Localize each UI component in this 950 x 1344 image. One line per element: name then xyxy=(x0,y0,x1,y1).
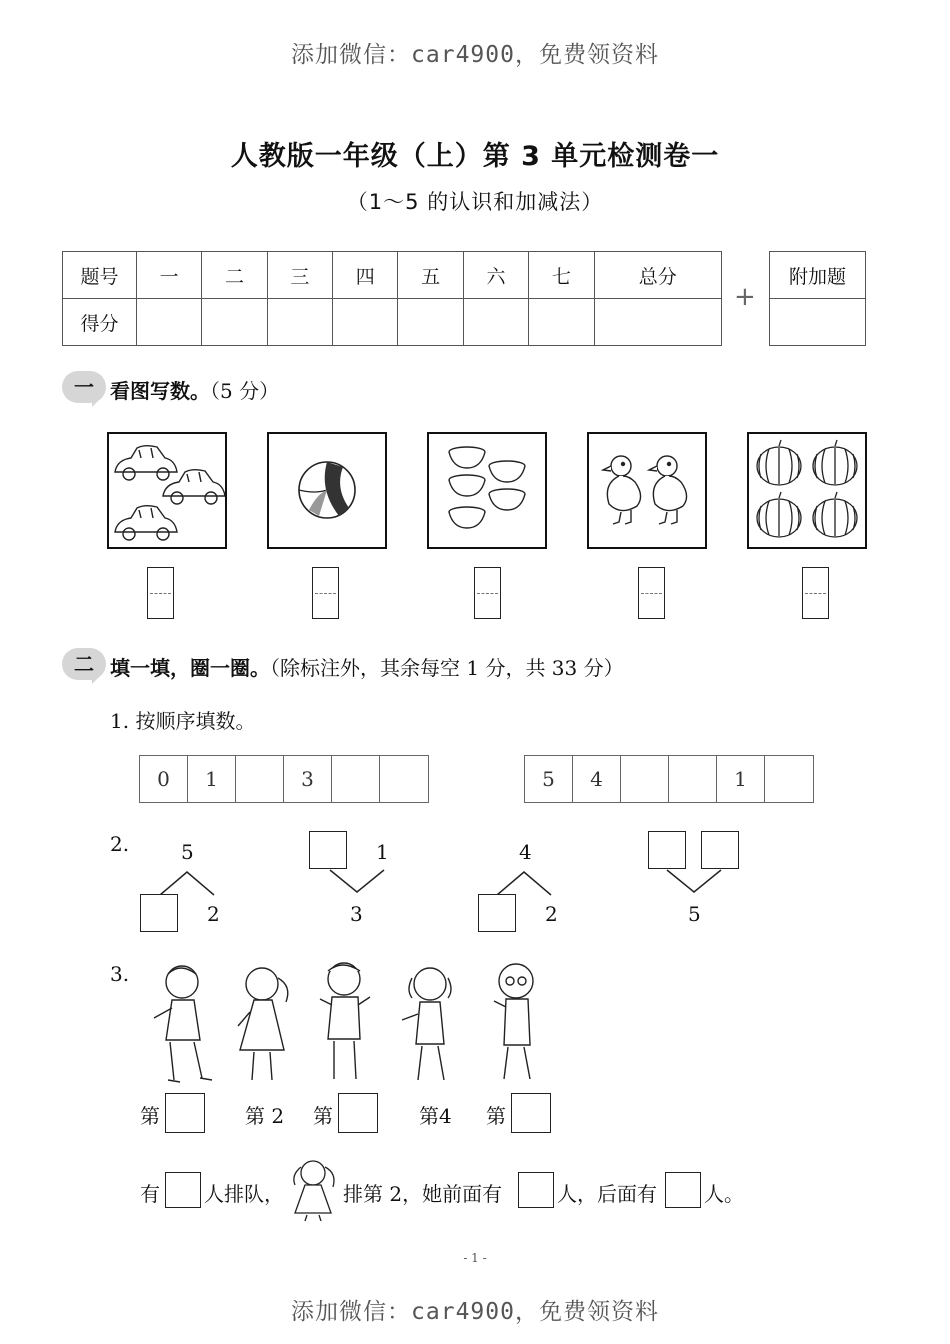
score-cell[interactable] xyxy=(267,299,332,346)
score-header-5: 五 xyxy=(398,252,463,299)
section2-badge: 二 xyxy=(62,648,106,680)
score-header-1: 一 xyxy=(137,252,202,299)
sentence-part-e: 人。 xyxy=(704,1182,744,1206)
ordinal-blank-1[interactable] xyxy=(165,1093,205,1133)
count-behind-blank[interactable] xyxy=(665,1172,701,1208)
score-header-total: 总分 xyxy=(594,252,721,299)
score-cell[interactable] xyxy=(333,299,398,346)
extra-score-table xyxy=(769,251,866,346)
bond3-top: 4 xyxy=(519,840,532,864)
bond4-bottom: 5 xyxy=(688,902,701,926)
score-header-2: 二 xyxy=(202,252,267,299)
score-cell[interactable] xyxy=(463,299,528,346)
watermark-bottom: 添加微信：car4900，免费领资料 xyxy=(291,1299,659,1325)
ordinal-label-4: 第4 xyxy=(419,1104,452,1128)
seq-b-cell: 4 xyxy=(573,756,621,802)
section2-title: 填一填，圈一圈。（除标注外，其余每空 1 分，共 33 分） xyxy=(110,656,624,680)
ordinal-label-5: 第 xyxy=(486,1104,506,1128)
page-number: - 1 - xyxy=(463,1251,487,1265)
bowls-icon xyxy=(427,432,547,549)
score-cell[interactable] xyxy=(398,299,463,346)
cars-icon xyxy=(107,432,227,549)
sequence-a xyxy=(139,755,429,803)
score-cell[interactable] xyxy=(529,299,594,346)
q1-label: 1. 按顺序填数。 xyxy=(110,709,256,733)
page-subtitle: （1～5 的认识和加减法） xyxy=(346,190,604,214)
bond1-top: 5 xyxy=(181,840,194,864)
count-front-blank[interactable] xyxy=(518,1172,554,1208)
bond2-bottom: 3 xyxy=(350,902,363,926)
seq-b-blank[interactable] xyxy=(669,756,717,802)
extra-header: 附加题 xyxy=(770,252,866,299)
seq-a-blank[interactable] xyxy=(332,756,380,802)
sentence-part-d: 人，后面有 xyxy=(557,1182,657,1206)
count-total-blank[interactable] xyxy=(165,1172,201,1208)
ducks-icon xyxy=(587,432,707,549)
answer-box-ball[interactable] xyxy=(312,567,339,619)
ball-icon xyxy=(267,432,387,549)
bond2-top: 1 xyxy=(376,840,389,864)
answer-box-pumpkins[interactable] xyxy=(802,567,829,619)
sentence-part-c: 排第 2，她前面有 xyxy=(343,1182,503,1206)
pumpkins-icon xyxy=(747,432,867,549)
ordinal-label-2: 第 2 xyxy=(245,1104,285,1128)
ordinal-label-1: 第 xyxy=(140,1104,160,1128)
q2-label: 2. xyxy=(110,832,130,856)
sequence-b xyxy=(524,755,814,803)
bond4-blank-left[interactable] xyxy=(648,831,686,869)
seq-a-blank[interactable] xyxy=(380,756,428,802)
sentence-part-b: 人排队， xyxy=(204,1182,284,1206)
score-row-label: 得分 xyxy=(63,299,137,346)
ordinal-blank-5[interactable] xyxy=(511,1093,551,1133)
bond2-blank[interactable] xyxy=(309,831,347,869)
score-cell[interactable] xyxy=(594,299,721,346)
seq-a-blank[interactable] xyxy=(236,756,284,802)
section1-title: 看图写数。（5 分） xyxy=(110,379,280,403)
score-header-label: 题号 xyxy=(63,252,137,299)
seq-a-cell: 1 xyxy=(188,756,236,802)
watermark-top: 添加微信：car4900，免费领资料 xyxy=(291,42,659,68)
seq-a-cell: 3 xyxy=(284,756,332,802)
children-queue-icon xyxy=(140,955,560,1090)
page-title: 人教版一年级（上）第 3 单元检测卷一 xyxy=(230,141,720,172)
q3-label: 3. xyxy=(110,962,130,986)
answer-box-ducks[interactable] xyxy=(638,567,665,619)
score-cell[interactable] xyxy=(202,299,267,346)
sentence-part-a: 有 xyxy=(140,1182,160,1206)
seq-a-cell: 0 xyxy=(140,756,188,802)
bond1-blank[interactable] xyxy=(140,894,178,932)
seq-b-blank[interactable] xyxy=(621,756,669,802)
ordinal-blank-3[interactable] xyxy=(338,1093,378,1133)
score-header-6: 六 xyxy=(463,252,528,299)
seq-b-cell: 5 xyxy=(525,756,573,802)
score-table xyxy=(62,251,722,346)
bond3-right: 2 xyxy=(545,902,558,926)
score-header-3: 三 xyxy=(267,252,332,299)
bond1-right: 2 xyxy=(207,902,220,926)
score-cell[interactable] xyxy=(137,299,202,346)
extra-score-cell[interactable] xyxy=(770,299,866,346)
bond3-blank[interactable] xyxy=(478,894,516,932)
answer-box-cars[interactable] xyxy=(147,567,174,619)
score-header-7: 七 xyxy=(529,252,594,299)
girl-icon xyxy=(285,1157,341,1223)
score-header-4: 四 xyxy=(333,252,398,299)
section1-badge: 一 xyxy=(62,371,106,403)
answer-box-bowls[interactable] xyxy=(474,567,501,619)
seq-b-blank[interactable] xyxy=(765,756,813,802)
seq-b-cell: 1 xyxy=(717,756,765,802)
ordinal-label-3: 第 xyxy=(313,1104,333,1128)
plus-sign: + xyxy=(734,282,756,312)
bond4-blank-right[interactable] xyxy=(701,831,739,869)
